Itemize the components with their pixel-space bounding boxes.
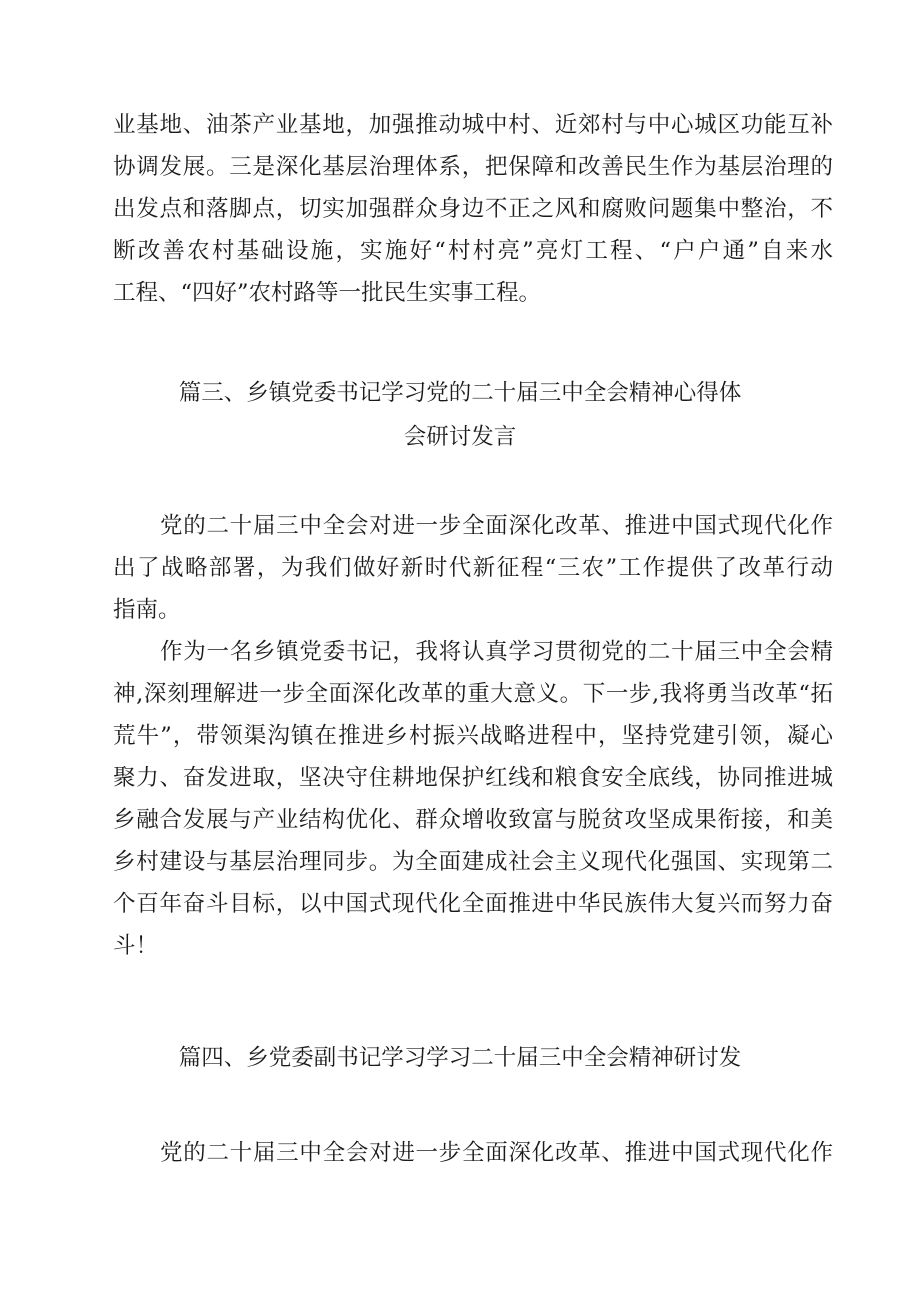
- paragraph-line: 作为一名乡镇党委书记，我将认真学习贯彻党的二十届三中全会精: [160, 639, 833, 665]
- paragraph-line: 指南。: [113, 597, 181, 623]
- body-text-line: 出发点和落脚点，切实加强群众身边不正之风和腐败问题集中整治，不: [113, 196, 833, 222]
- section-4-title: 篇四、乡党委副书记学习学习二十届三中全会精神研讨发: [178, 1045, 742, 1071]
- body-text-line: 工程、“四好”农村路等一批民生实事工程。: [113, 280, 542, 306]
- section-3-title: 篇三、乡镇党委书记学习党的二十届三中全会精神心得体: [178, 380, 742, 406]
- paragraph-line: 乡融合发展与产业结构优化、群众增收致富与脱贫攻坚成果衔接，和美: [113, 807, 833, 833]
- paragraph-line: 聚力、奋发进取，坚决守住耕地保护红线和粮食安全底线，协同推进城: [113, 765, 833, 791]
- paragraph-line: 党的二十届三中全会对进一步全面深化改革、推进中国式现代化作: [160, 1140, 833, 1166]
- body-text-line: 协调发展。三是深化基层治理体系，把保障和改善民生作为基层治理的: [113, 154, 833, 180]
- body-text-line: 业基地、油茶产业基地，加强推动城中村、近郊村与中心城区功能互补: [113, 112, 833, 138]
- paragraph-line: 乡村建设与基层治理同步。为全面建成社会主义现代化强国、实现第二: [113, 849, 833, 875]
- paragraph-line: 荒牛”，带领渠沟镇在推进乡村振兴战略进程中，坚持党建引领，凝心: [113, 723, 833, 749]
- paragraph-line: 神,深刻理解进一步全面深化改革的重大意义。下一步,我将勇当改革“拓: [113, 681, 833, 707]
- paragraph-line: 党的二十届三中全会对进一步全面深化改革、推进中国式现代化作: [160, 513, 833, 539]
- paragraph-line: 个百年奋斗目标，以中国式现代化全面推进中华民族伟大复兴而努力奋: [113, 891, 833, 917]
- paragraph-line: 斗！: [113, 933, 159, 959]
- body-text-line: 断改善农村基础设施，实施好“村村亮”亮灯工程、“户户通”自来水: [113, 238, 833, 264]
- paragraph-line: 出了战略部署，为我们做好新时代新征程“三农”工作提供了改革行动: [113, 555, 833, 581]
- section-3-title-continued: 会研讨发言: [403, 424, 517, 450]
